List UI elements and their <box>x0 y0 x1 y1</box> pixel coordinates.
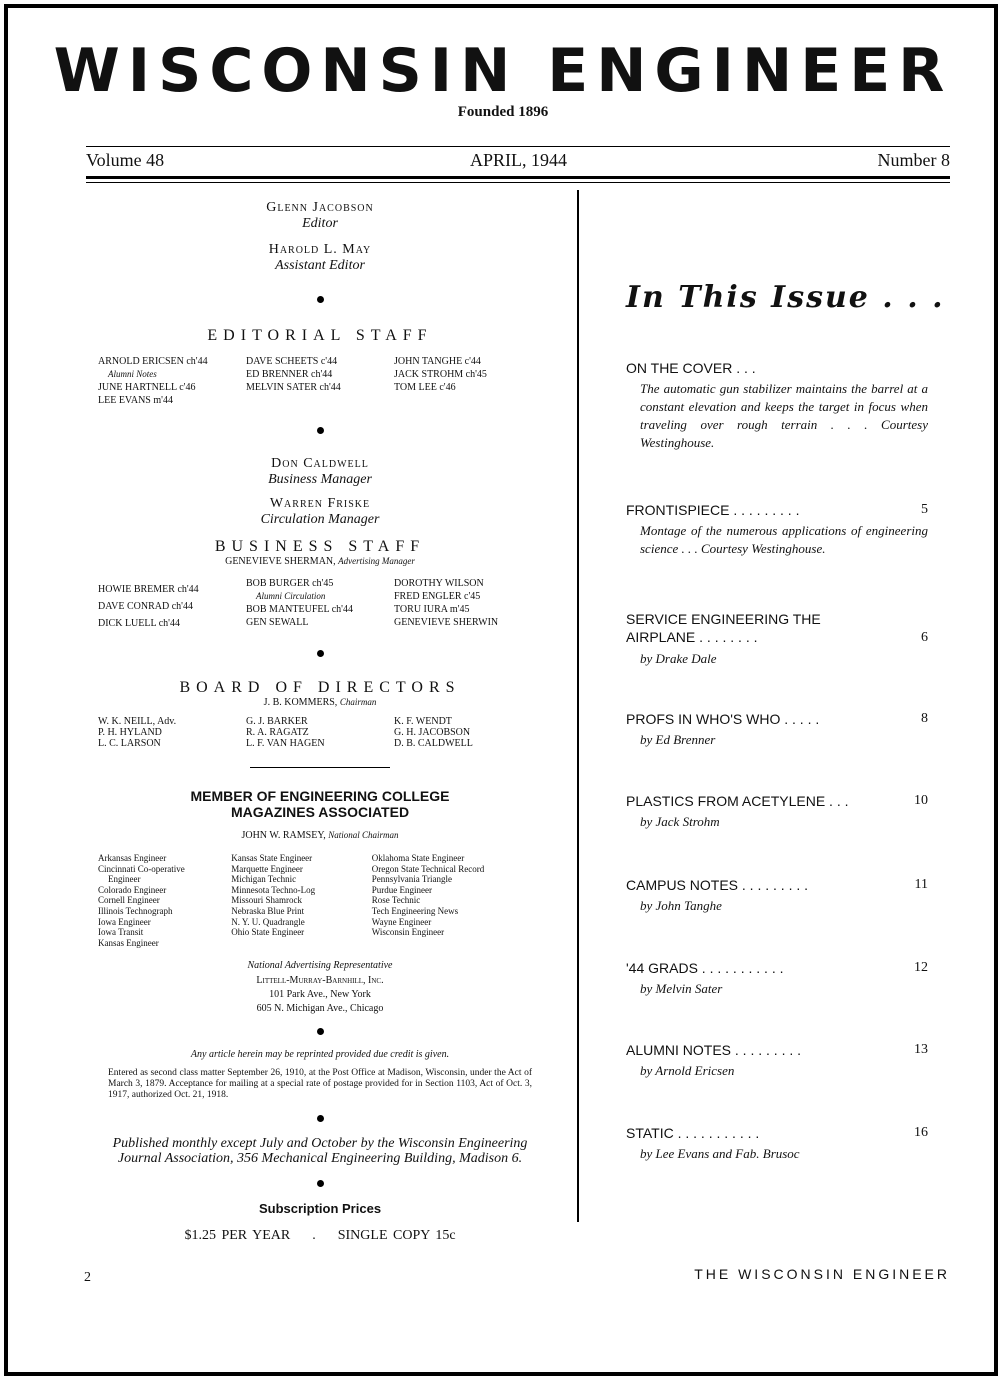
staff-member: ARNOLD ERICSEN ch'44 <box>98 356 208 367</box>
mailing-notice: Entered as second class matter September 26, 1910, at the Post Office at Madison, Wisconsin, under the Act of March 3, 1879. Acceptance for mailing at a special rate of postage provided for in Section 1103, Act of Oct. 3, 1917, authorized Oct. 21, 1918. <box>108 1068 532 1101</box>
business-manager-name: Don Caldwell <box>271 456 369 471</box>
staff-member: GEN SEWALL <box>246 617 309 628</box>
advertising-manager-line <box>98 556 542 567</box>
editor-role: Editor <box>302 216 338 231</box>
toc-heading-text: ON THE COVER . . . <box>626 360 756 376</box>
toc-page: 5 <box>921 502 928 517</box>
assistant-editor-role: Assistant Editor <box>275 258 365 273</box>
toc-description: by Drake Dale <box>640 651 717 666</box>
toc-description: by Jack Strohm <box>640 814 720 829</box>
magazine: Missouri Shamrock <box>231 895 302 906</box>
circulation-manager-name: Warren Friske <box>269 496 371 511</box>
advertising-rep-address: 101 Park Ave., New York <box>269 989 371 1001</box>
board-member: K. F. WENDT <box>394 716 452 727</box>
magazine: Rose Technic <box>371 895 421 906</box>
toc-heading <box>626 610 928 646</box>
bullet <box>317 1028 324 1035</box>
staff-member: ED BRENNER ch'44 <box>246 369 333 380</box>
advertising-rep-address: 605 N. Michigan Ave., Chicago <box>256 1003 384 1015</box>
business-staff-heading: BUSINESS STAFF <box>214 538 426 555</box>
magazine: Iowa Transit <box>98 927 144 938</box>
magazine: Marquette Engineer <box>231 863 303 874</box>
toc-page: 16 <box>914 1125 928 1140</box>
issue-number: Number 8 <box>877 150 950 170</box>
toc-page: 12 <box>914 960 928 975</box>
toc-heading <box>626 502 928 518</box>
toc-description: by Melvin Sater <box>640 981 723 996</box>
subscription-heading: Subscription Prices <box>258 1201 382 1217</box>
member-magazine-list <box>98 853 542 948</box>
issue-date: APRIL, 1944 <box>470 150 568 170</box>
magazine: Oklahoma State Engineer <box>371 853 465 863</box>
editorial-staff-list <box>98 355 542 407</box>
editorial-staff-heading: EDITORIAL STAFF <box>207 327 433 344</box>
staff-member: BOB BURGER ch'45 <box>246 578 334 589</box>
toc-heading-text: PROFS IN WHO'S WHO . . . . . <box>626 711 820 727</box>
publication-statement: Published monthly except July and October by the Wisconsin Engineering Journal Association, 356 Mechanical Engineering Building, Madison 6. <box>112 1136 528 1167</box>
masthead-title: WISCONSIN ENGINEER <box>53 36 953 106</box>
staff-role: Alumni Notes <box>108 369 157 379</box>
magazine: Minnesota Techno-Log <box>231 884 316 895</box>
magazine: Tech Engineering News <box>371 905 459 916</box>
board-chair-role: Chairman <box>339 697 377 707</box>
magazine: Cornell Engineer <box>98 895 160 906</box>
issue-bar <box>86 150 950 174</box>
divider <box>86 182 950 183</box>
toc-heading <box>626 960 928 976</box>
magazine: Wisconsin Engineer <box>371 927 445 938</box>
magazine: Iowa Engineer <box>98 916 151 927</box>
bullet <box>317 650 324 657</box>
price-single-copy: SINGLE COPY 15c <box>337 1228 456 1244</box>
toc-item[interactable] <box>626 1125 928 1163</box>
toc-item[interactable] <box>626 793 928 831</box>
advertising-manager-role: Advertising Manager <box>338 556 415 566</box>
toc-item[interactable] <box>626 960 928 998</box>
toc-description: by Arnold Ericsen <box>640 1063 735 1078</box>
staff-member: HOWIE BREMER ch'44 <box>98 584 199 595</box>
bullet <box>317 296 324 303</box>
advertising-manager-name: GENEVIEVE SHERMAN, <box>225 556 336 567</box>
toc-heading-text: FRONTISPIECE . . . . . . . . . <box>626 502 800 518</box>
board-chair-name: J. B. KOMMERS, <box>263 697 338 708</box>
toc-heading-text: CAMPUS NOTES . . . . . . . . . <box>626 877 809 893</box>
volume-label: Volume 48 <box>86 150 165 170</box>
staff-member: DAVE CONRAD ch'44 <box>98 601 193 612</box>
divider <box>250 767 390 768</box>
advertising-rep-firm: Littell-Murray-Barnhill, Inc. <box>256 975 384 987</box>
magazine: Kansas Engineer <box>98 937 159 948</box>
board-member: L. C. LARSON <box>98 738 161 749</box>
toc-description: by Ed Brenner <box>640 732 716 747</box>
staff-member: DOROTHY WILSON <box>394 578 484 589</box>
subscription-prices <box>98 1228 542 1244</box>
magazine: Michigan Technic <box>231 874 297 885</box>
magazine: Engineer <box>108 874 141 885</box>
circulation-manager-role: Circulation Manager <box>260 512 380 527</box>
staff-member: BOB MANTEUFEL ch'44 <box>246 604 353 615</box>
founded-line: Founded 1896 <box>457 104 549 120</box>
magazine: Wayne Engineer <box>371 916 432 927</box>
business-manager-role: Business Manager <box>268 472 372 487</box>
board-member: G. H. JACOBSON <box>394 727 471 738</box>
staff-member: LEE EVANS m'44 <box>98 395 173 406</box>
association-chair-line <box>98 830 542 841</box>
toc-item[interactable] <box>626 711 928 749</box>
board-member: D. B. CALDWELL <box>394 738 473 749</box>
reprint-notice: Any article herein may be reprinted provided due credit is given. <box>190 1049 450 1061</box>
bullet <box>317 1115 324 1122</box>
toc-heading <box>626 793 928 809</box>
page-number: 2 <box>84 1270 91 1285</box>
toc-heading <box>626 711 928 727</box>
board-member: G. J. BARKER <box>246 716 308 727</box>
toc-heading-text: '44 GRADS . . . . . . . . . . . <box>626 960 784 976</box>
column-divider <box>577 190 579 1222</box>
toc-heading-text: STATIC . . . . . . . . . . . <box>626 1125 760 1141</box>
toc-description: by Lee Evans and Fab. Brusoc <box>640 1146 800 1161</box>
magazine: Arkansas Engineer <box>98 853 167 863</box>
staff-member: TORU IURA m'45 <box>394 604 470 615</box>
toc-page: 10 <box>914 793 928 808</box>
board-member: R. A. RAGATZ <box>246 727 309 738</box>
toc-page: 11 <box>914 877 928 892</box>
staff-member: FRED ENGLER c'45 <box>394 591 481 602</box>
magazine: Nebraska Blue Print <box>231 905 305 916</box>
toc-item[interactable] <box>626 360 928 452</box>
assistant-editor-name: Harold L. May <box>268 242 372 257</box>
staff-member: TOM LEE c'46 <box>394 382 456 393</box>
staff-member: JUNE HARTNELL c'46 <box>98 382 196 393</box>
toc-heading-text: PLASTICS FROM ACETYLENE . . . <box>626 793 849 809</box>
bullet <box>317 427 324 434</box>
divider <box>86 176 950 179</box>
magazine: N. Y. U. Quadrangle <box>231 916 305 927</box>
toc-heading <box>626 1125 928 1141</box>
magazine: Kansas State Engineer <box>231 853 313 863</box>
advertising-rep-label: National Advertising Representative <box>247 960 393 972</box>
toc-description: The automatic gun stabilizer maintains the barrel at a constant elevation and keeps the target in focus when traveling over rough terrain . . . Courtesy Westinghouse. <box>640 381 928 450</box>
board-chair-line <box>98 697 542 708</box>
staff-member: JACK STROHM ch'45 <box>394 369 487 380</box>
association-heading: MEMBER OF ENGINEERING COLLEGE MAGAZINES ASSOCIATED <box>190 788 450 820</box>
magazine: Illinois Technograph <box>98 905 173 916</box>
toc-heading-text: SERVICE ENGINEERING THE AIRPLANE . . . . . . . . <box>626 611 821 645</box>
staff-column <box>98 200 542 1244</box>
toc-page: 8 <box>921 711 928 726</box>
association-chair-role: National Chairman <box>328 830 399 840</box>
toc-item[interactable] <box>626 610 928 668</box>
price-per-year: $1.25 PER YEAR <box>184 1228 291 1244</box>
toc-item[interactable] <box>626 877 928 915</box>
staff-role: Alumni Circulation <box>256 591 326 601</box>
board-member: P. H. HYLAND <box>98 727 162 738</box>
board-list <box>98 716 542 749</box>
toc-item[interactable] <box>626 1042 928 1080</box>
board-heading: BOARD OF DIRECTORS <box>179 679 461 696</box>
magazine: Oregon State Technical Record <box>371 863 485 874</box>
board-member: W. K. NEILL, Adv. <box>98 716 177 727</box>
association-chair-name: JOHN W. RAMSEY, <box>241 830 326 841</box>
toc-item[interactable] <box>626 502 928 558</box>
toc-heading <box>626 360 928 376</box>
magazine: Colorado Engineer <box>98 884 167 895</box>
staff-member: JOHN TANGHE c'44 <box>394 356 481 367</box>
magazine: Ohio State Engineer <box>231 927 305 938</box>
magazine: Cincinnati Co-operative <box>98 863 185 874</box>
toc-page: 6 <box>921 630 928 645</box>
bullet <box>317 1180 324 1187</box>
editor-name: Glenn Jacobson <box>266 200 374 215</box>
divider <box>86 146 950 147</box>
toc-heading <box>626 1042 928 1058</box>
staff-member: DAVE SCHEETS c'44 <box>246 356 338 367</box>
price-separator: . <box>312 1228 316 1244</box>
staff-member: MELVIN SATER ch'44 <box>246 382 341 393</box>
staff-member: GENEVIEVE SHERWIN <box>394 617 499 628</box>
running-title: THE WISCONSIN ENGINEER <box>694 1266 950 1282</box>
toc-heading <box>626 877 928 893</box>
toc-title: In This Issue . . . <box>626 280 945 315</box>
toc-page: 13 <box>914 1042 928 1057</box>
business-staff-list <box>98 577 542 630</box>
toc-heading-text: ALUMNI NOTES . . . . . . . . . <box>626 1042 802 1058</box>
staff-member: DICK LUELL ch'44 <box>98 618 180 629</box>
board-member: L. F. VAN HAGEN <box>246 738 325 749</box>
magazine: Pennsylvania Triangle <box>371 874 453 885</box>
toc-description: Montage of the numerous applications of engineering science . . . Courtesy Westinghouse. <box>640 523 928 556</box>
toc-description: by John Tanghe <box>640 898 722 913</box>
magazine: Purdue Engineer <box>371 884 433 895</box>
